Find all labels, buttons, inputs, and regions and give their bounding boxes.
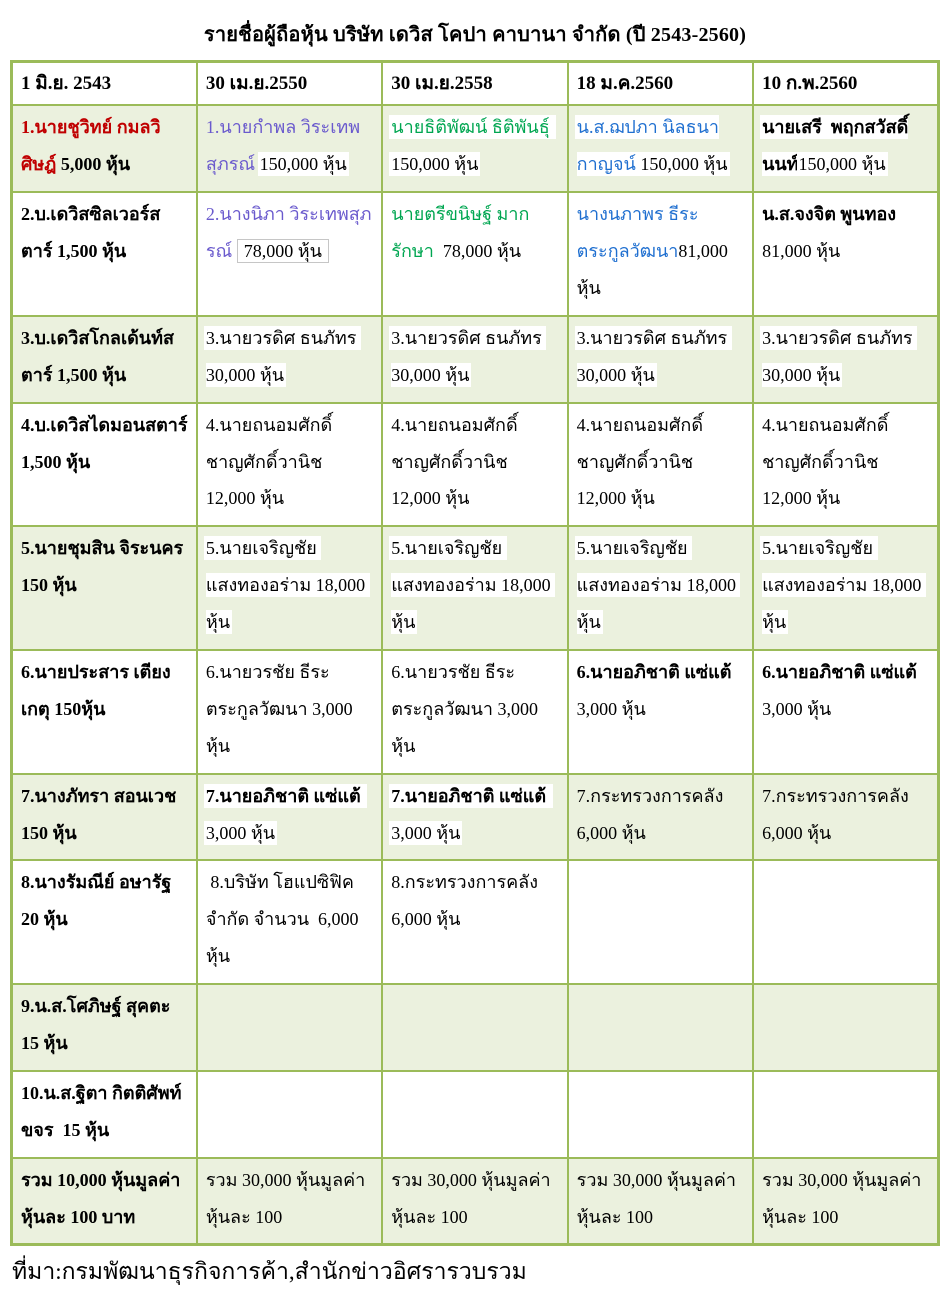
table-row (12, 1071, 939, 1158)
table-cell (568, 1071, 753, 1158)
table-cell (568, 774, 753, 861)
cell-text: 7.กระทรวงการคลัง 6,000 หุ้น (762, 785, 914, 843)
table-cell (568, 984, 753, 1071)
cell-text: รวม 30,000 หุ้นมูลค่า หุ้นละ 100 (205, 1169, 370, 1227)
cell-text: 9.น.ส.โศภิษฐ์ สุคตะ 15 หุ้น (21, 996, 175, 1054)
cell-text: 150,000 หุ้น (798, 154, 886, 175)
cell-text: 3.บ.เดวิสโกลเด้นท์สตาร์ 1,500 หุ้น (21, 327, 174, 385)
table-cell (12, 526, 197, 650)
header-row (12, 62, 939, 106)
cell-text: 150,000 หุ้น (259, 154, 347, 175)
cell-text: 81,000 หุ้น (576, 241, 733, 298)
table-cell (753, 105, 938, 192)
cell-text: 5.นายเจริญชัย แสงทองอร่าม 18,000 หุ้น (391, 538, 556, 633)
table-cell (753, 316, 938, 403)
cell-text: 8.กระทรวงการคลัง 6,000 หุ้น (391, 872, 543, 930)
cell-text: 5.นายเจริญชัย แสงทองอร่าม 18,000 หุ้น (762, 538, 926, 633)
cell-text: 78,000 หุ้น (237, 239, 329, 263)
cell-text: 7.นายอภิชาติ แซ่แต้ (391, 785, 551, 806)
column-header: 30 เม.ย.2550 (197, 62, 382, 106)
cell-text: 7.นางภัทรา สอนเวช 150 หุ้น (21, 785, 181, 843)
table-row (12, 774, 939, 861)
table-cell (197, 1071, 382, 1158)
cell-text: 5.นายเจริญชัย แสงทองอร่าม 18,000 หุ้น (205, 538, 370, 633)
cell-text: 4.บ.เดวิสไดมอนสตาร์ 1,500 หุ้น (21, 414, 193, 472)
table-cell (568, 1158, 753, 1245)
table-cell (753, 860, 938, 984)
cell-text: 7.นายอภิชาติ แซ่แต้ (205, 785, 366, 806)
cell-text: 81,000 หุ้น (762, 241, 841, 262)
table-row (12, 650, 939, 774)
cell-text: น.ส.จงจิต พูนทอง (762, 204, 901, 225)
table-cell (382, 105, 567, 192)
cell-text: 6.นายวรชัย ธีระตระกูลวัฒนา 3,000 หุ้น (391, 662, 543, 756)
table-cell (197, 774, 382, 861)
table-cell (753, 1158, 938, 1245)
table-cell (568, 650, 753, 774)
cell-text: 3,000 หุ้น (391, 822, 461, 843)
cell-text: 5.นายเจริญชัย แสงทองอร่าม 18,000 หุ้น (576, 538, 741, 633)
table-row (12, 1158, 939, 1245)
cell-text: 6.นายอภิชาติ แซ่แต้ (576, 662, 736, 683)
table-cell (382, 316, 567, 403)
cell-text: 6.นายวรชัย ธีระตระกูลวัฒนา 3,000 หุ้น (205, 662, 358, 756)
table-cell (12, 774, 197, 861)
table-cell (568, 105, 753, 192)
cell-text: 3.นายวรดิศ ธนภัทร 30,000 หุ้น (391, 327, 547, 385)
cell-text: 3.นายวรดิศ ธนภัทร 30,000 หุ้น (762, 327, 918, 385)
cell-text: 2.นางนิภา วิระเทพสุภรณ์ (205, 204, 372, 262)
table-row (12, 316, 939, 403)
table-cell (568, 192, 753, 316)
table-cell (197, 860, 382, 984)
cell-text: 1.นายกำพล วิระเทพสุภรณ์ (205, 117, 361, 175)
table-cell (12, 984, 197, 1071)
table-cell (197, 192, 382, 316)
column-header: 18 ม.ค.2560 (568, 62, 753, 106)
table-cell (197, 526, 382, 650)
table-row (12, 860, 939, 984)
cell-text: 8.บริษัท โฮแปซิฟิค จำกัด จำนวน 6,000 หุ้น (205, 872, 364, 967)
cell-text: 8.นางรัมณีย์ อษารัฐ 20 หุ้น (21, 872, 176, 930)
table-row (12, 984, 939, 1071)
table-cell (382, 526, 567, 650)
table-cell (382, 984, 567, 1071)
table-cell (12, 105, 197, 192)
column-header: 10 ก.พ.2560 (753, 62, 938, 106)
cell-text: 6.นายประสาร เตียงเกตุ 150หุ้น (21, 662, 171, 719)
table-cell (568, 860, 753, 984)
cell-text: น.ส.ฌปภา นิลธนากาญจน์ (576, 117, 719, 175)
table-cell (12, 192, 197, 316)
cell-text: 5,000 หุ้น (60, 154, 131, 175)
cell-text: 3,000 หุ้น (576, 698, 646, 719)
table-cell (753, 526, 938, 650)
table-cell (12, 860, 197, 984)
table-cell (197, 403, 382, 527)
table-body (12, 105, 939, 1245)
cell-text: นายเสรี พฤกสวัสดิ์นนท์ (762, 117, 909, 175)
cell-text: 3.นายวรดิศ ธนภัทร 30,000 หุ้น (576, 327, 732, 385)
table-cell (753, 650, 938, 774)
cell-text: 78,000 หุ้น (442, 241, 521, 262)
cell-text: 5.นายชุมสิน จิระนคร 150 หุ้น (21, 538, 188, 596)
table-row (12, 403, 939, 527)
table-cell (382, 650, 567, 774)
cell-text: นายธิติพัฒน์ ธิติพันธุ์ (391, 117, 555, 138)
table-cell (753, 403, 938, 527)
cell-text: 150,000 หุ้น (391, 154, 479, 175)
table-cell (753, 1071, 938, 1158)
table-cell (568, 526, 753, 650)
cell-text: 10.น.ส.ฐิตา กิตติศัพท์ขจร 15 หุ้น (21, 1082, 182, 1140)
table-cell (12, 1071, 197, 1158)
table-cell (568, 403, 753, 527)
table-cell (382, 860, 567, 984)
table-cell (753, 774, 938, 861)
table-cell (12, 403, 197, 527)
cell-text: 150,000 หุ้น (640, 154, 728, 175)
cell-text: 6.นายอภิชาติ แซ่แต้ (762, 662, 922, 683)
cell-text: 3.นายวรดิศ ธนภัทร 30,000 หุ้น (205, 327, 361, 385)
cell-text: 1.นายชูวิทย์ กมลวิศิษฎ์ (21, 117, 161, 175)
table-row (12, 105, 939, 192)
column-header: 30 เม.ย.2558 (382, 62, 567, 106)
table-cell (382, 403, 567, 527)
table-cell (12, 650, 197, 774)
table-cell (753, 192, 938, 316)
cell-text: รวม 10,000 หุ้นมูลค่า หุ้นละ 100 บาท (21, 1169, 185, 1227)
table-cell (197, 105, 382, 192)
table-cell (12, 316, 197, 403)
shareholders-table (10, 60, 940, 1246)
cell-text: นางนภาพร ธีระตระกูลวัฒนา (576, 204, 699, 262)
cell-text: รวม 30,000 หุ้นมูลค่า หุ้นละ 100 (576, 1169, 741, 1227)
cell-text: 4.นายถนอมศักดิ์ ชาญศักดิ์วานิช 12,000 หุ้น (205, 414, 337, 509)
cell-text: 4.นายถนอมศักดิ์ ชาญศักดิ์วานิช 12,000 หุ้น (762, 414, 893, 509)
table-row (12, 192, 939, 316)
table-cell (12, 1158, 197, 1245)
cell-text: 3,000 หุ้น (762, 698, 832, 719)
cell-text: 7.กระทรวงการคลัง 6,000 หุ้น (576, 785, 728, 843)
source-attribution: ที่มา:กรมพัฒนาธุรกิจการค้า,สำนักข่าวอิศรารวบรวม (12, 1259, 527, 1285)
table-cell (753, 984, 938, 1071)
table-head (12, 62, 939, 106)
cell-text: รวม 30,000 หุ้นมูลค่า หุ้นละ 100 (391, 1169, 556, 1227)
cell-text: 3,000 หุ้น (205, 822, 276, 843)
cell-text: 4.นายถนอมศักดิ์ ชาญศักดิ์วานิช 12,000 หุ้น (391, 414, 523, 509)
cell-text: นายตรีขนิษฐ์ มากรักษา (391, 204, 530, 262)
cell-text: 4.นายถนอมศักดิ์ ชาญศักดิ์วานิช 12,000 หุ้น (576, 414, 708, 509)
column-header: 1 มิ.ย. 2543 (12, 62, 197, 106)
table-cell (382, 1071, 567, 1158)
page-title: รายชื่อผู้ถือหุ้น บริษัท เดวิส โคปา คาบานา จำกัด (ปี 2543-2560) (203, 24, 747, 46)
cell-text: รวม 30,000 หุ้นมูลค่า หุ้นละ 100 (762, 1169, 926, 1227)
table-cell (568, 316, 753, 403)
table-cell (382, 1158, 567, 1245)
table-cell (197, 1158, 382, 1245)
table-cell (382, 774, 567, 861)
table-cell (197, 316, 382, 403)
table-cell (382, 192, 567, 316)
cell-text: 2.บ.เดวิสซิลเวอร์สตาร์ 1,500 หุ้น (21, 204, 161, 262)
table-row (12, 526, 939, 650)
table-cell (197, 984, 382, 1071)
table-cell (197, 650, 382, 774)
